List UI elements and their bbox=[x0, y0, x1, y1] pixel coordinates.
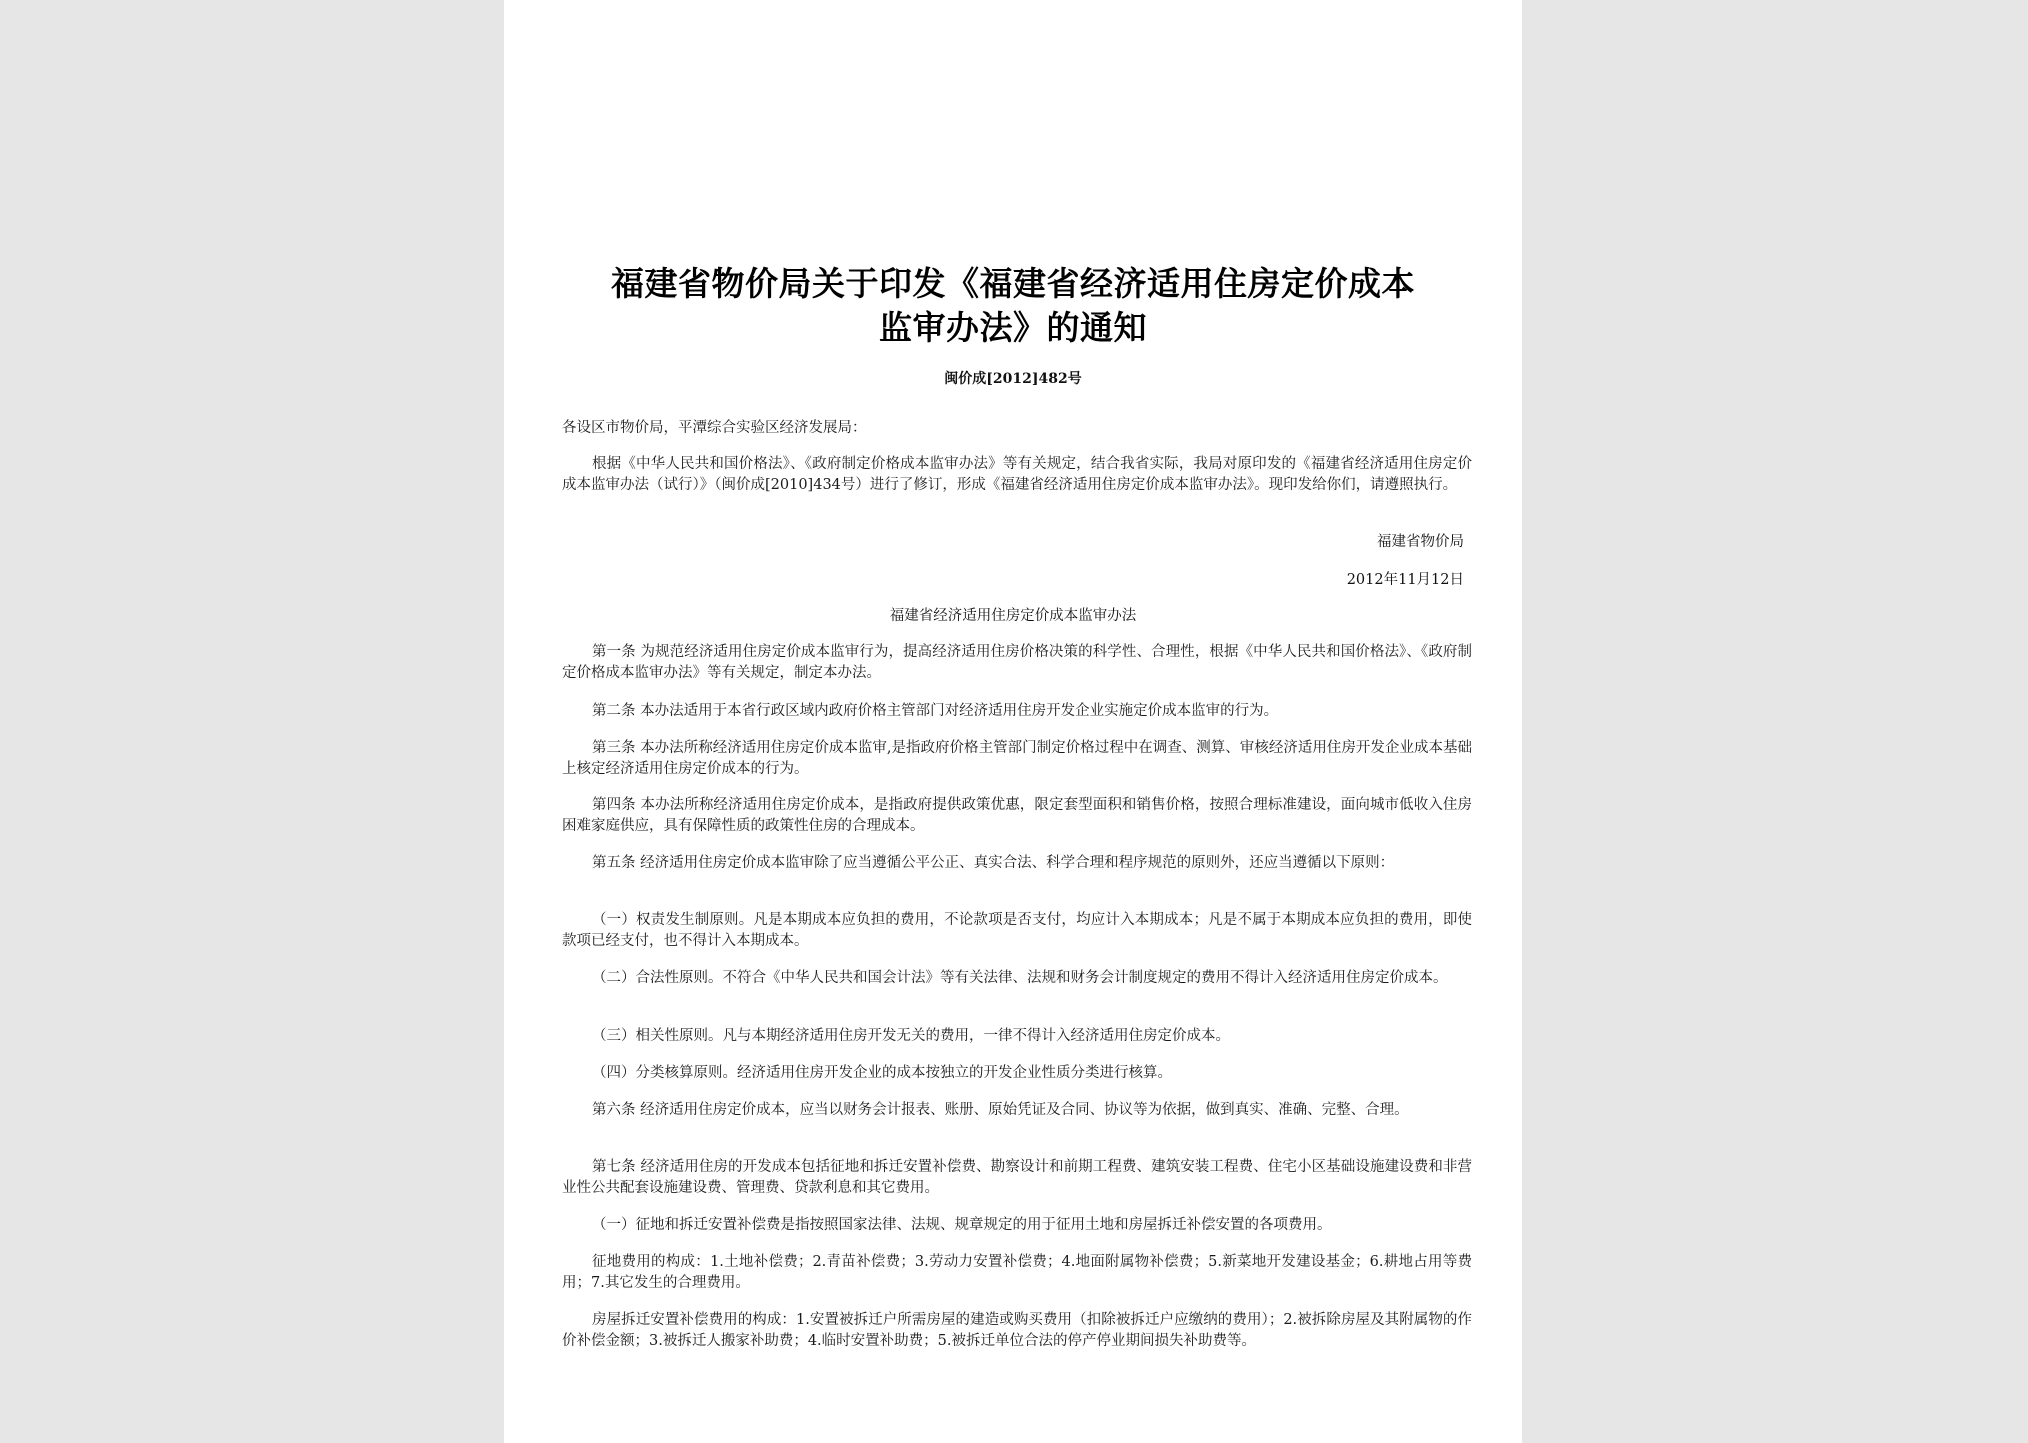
article-2: 第二条 本办法适用于本省行政区域内政府价格主管部门对经济适用住房开发企业实施定价成本监审的行为。 bbox=[592, 703, 1279, 719]
principle-1: （一）权责发生制原则。凡是本期成本应负担的费用，不论款项是否支付，均应计入本期成本；凡是不属于本期成本应负担的费用，即使款项已经支付，也不得计入本期成本。 bbox=[562, 912, 1472, 949]
article-4: 第四条 本办法所称经济适用住房定价成本，是指政府提供政策优惠，限定套型面积和销售价格，按照合理标准建设，面向城市低收入住房困难家庭供应，具有保障性质的政策性住房的合理成本。 bbox=[562, 797, 1472, 834]
document-title-line-2: 监审办法》的通知 bbox=[879, 308, 1147, 347]
document-page bbox=[504, 0, 1522, 1443]
article-5: 第五条 经济适用住房定价成本监审除了应当遵循公平公正、真实合法、科学合理和程序规范的原则外，还应当遵循以下原则： bbox=[592, 855, 1395, 871]
land-cost-composition: 征地费用的构成：1.土地补偿费；2.青苗补偿费；3.劳动力安置补偿费；4.地面附属物补偿费；5.新菜地开发建设基金；6.耕地占用等费用；7.其它发生的合理费用。 bbox=[562, 1254, 1472, 1291]
article-6: 第六条 经济适用住房定价成本，应当以财务会计报表、账册、原始凭证及合同、协议等为依据，做到真实、准确、完整、合理。 bbox=[592, 1102, 1409, 1118]
issue-date: 2012年11月12日 bbox=[1346, 572, 1464, 588]
principle-2: （二）合法性原则。不符合《中华人民共和国会计法》等有关法律、法规和财务会计制度规定的费用不得计入经济适用住房定价成本。 bbox=[592, 970, 1448, 986]
article-7-item-1: （一）征地和拆迁安置补偿费是指按照国家法律、法规、规章规定的用于征用土地和房屋拆迁补偿安置的各项费用。 bbox=[592, 1217, 1332, 1233]
principle-4: （四）分类核算原则。经济适用住房开发企业的成本按独立的开发企业性质分类进行核算。 bbox=[592, 1065, 1172, 1081]
principle-3: （三）相关性原则。凡与本期经济适用住房开发无关的费用，一律不得计入经济适用住房定价成本。 bbox=[592, 1028, 1230, 1044]
article-3: 第三条 本办法所称经济适用住房定价成本监审,是指政府价格主管部门制定价格过程中在调查、测算、审核经济适用住房开发企业成本基础上核定经济适用住房定价成本的行为。 bbox=[562, 740, 1472, 777]
document-number: 闽价成[2012]482号 bbox=[944, 371, 1082, 387]
demolition-cost-composition: 房屋拆迁安置补偿费用的构成：1.安置被拆迁户所需房屋的建造或购买费用（扣除被拆迁户应缴纳的费用）；2.被拆除房屋及其附属物的作价补偿金额；3.被拆迁人搬家补助费；4.临时安置补助费；5.被拆迁单位合法的停产停业期间损失补助费等。 bbox=[562, 1312, 1472, 1349]
salutation: 各设区市物价局，平潭综合实验区经济发展局： bbox=[562, 420, 867, 436]
intro-paragraph: 根据《中华人民共和国价格法》、《政府制定价格成本监审办法》等有关规定，结合我省实际，我局对原印发的《福建省经济适用住房定价成本监审办法（试行）》（闽价成[2010]434号）进行了修订，形成《福建省经济适用住房定价成本监审办法》。现印发给你们，请遵照执行。 bbox=[562, 456, 1472, 493]
article-1: 第一条 为规范经济适用住房定价成本监审行为，提高经济适用住房价格决策的科学性、合理性，根据《中华人民共和国价格法》、《政府制定价格成本监审办法》等有关规定，制定本办法。 bbox=[562, 644, 1472, 681]
issuer: 福建省物价局 bbox=[1377, 534, 1464, 550]
article-7: 第七条 经济适用住房的开发成本包括征地和拆迁安置补偿费、勘察设计和前期工程费、建筑安装工程费、住宅小区基础设施建设费和非营业性公共配套设施建设费、管理费、贷款利息和其它费用。 bbox=[562, 1159, 1472, 1196]
document-title-line-1: 福建省物价局关于印发《福建省经济适用住房定价成本 bbox=[611, 264, 1415, 303]
measures-title: 福建省经济适用住房定价成本监审办法 bbox=[889, 608, 1137, 624]
